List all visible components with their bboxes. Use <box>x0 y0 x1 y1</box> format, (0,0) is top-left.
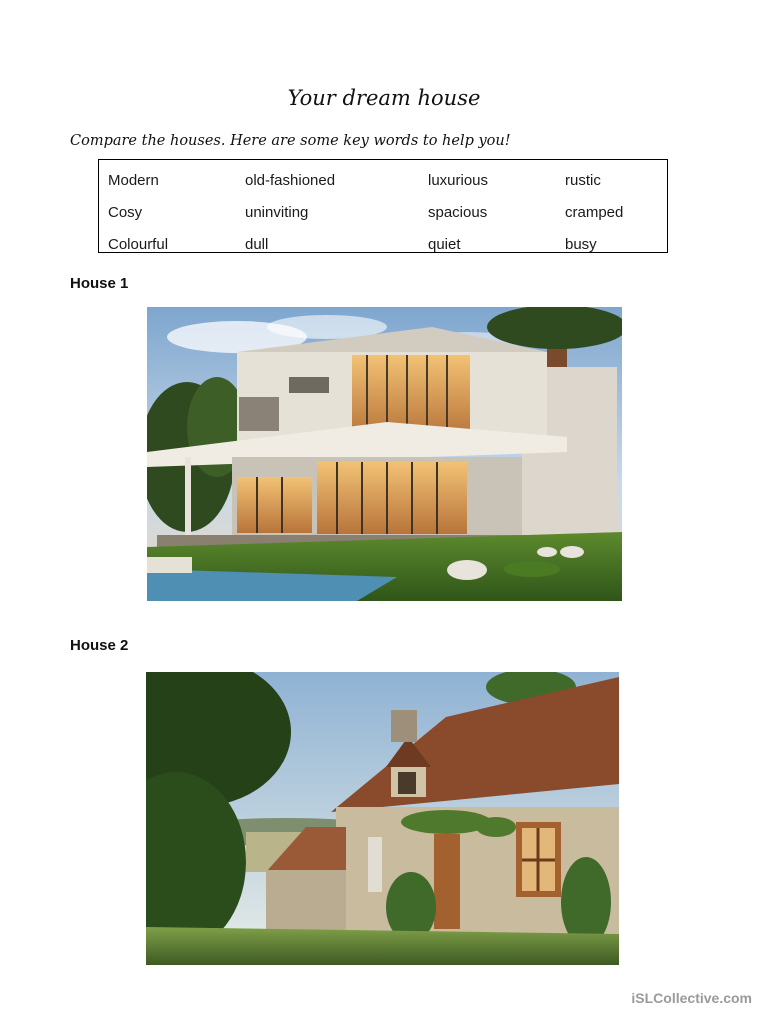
keyword-cell: luxurious <box>428 171 489 189</box>
keyword-row <box>108 196 665 228</box>
keyword-table <box>108 164 665 260</box>
keyword-cell: Cosy <box>108 203 143 221</box>
keyword-row <box>108 164 665 196</box>
house-2-photo <box>146 672 619 965</box>
keyword-cell: spacious <box>428 203 488 221</box>
keyword-cell: rustic <box>565 171 601 189</box>
keyword-cell: old-fashioned <box>245 171 336 189</box>
keyword-row <box>108 228 665 260</box>
keyword-cell: cramped <box>565 203 624 221</box>
rustic-cottage-illustration <box>146 672 619 965</box>
keyword-cell: uninviting <box>245 203 309 221</box>
keyword-cell: Colourful <box>108 235 169 253</box>
house-2-label: House 2 <box>70 637 129 654</box>
keyword-cell: busy <box>565 235 597 253</box>
house-1-photo <box>147 307 622 601</box>
keyword-cell: dull <box>245 235 269 253</box>
modern-house-illustration <box>147 307 622 601</box>
footer-watermark: iSLCollective.com <box>631 990 752 1006</box>
keyword-cell: quiet <box>428 235 461 253</box>
house-1-label: House 1 <box>70 275 129 292</box>
keyword-cell: Modern <box>108 171 159 189</box>
keyword-box <box>98 159 668 253</box>
page-title: Your dream house <box>287 86 481 110</box>
instruction-text: Compare the houses. Here are some key words to help you! <box>70 133 511 149</box>
